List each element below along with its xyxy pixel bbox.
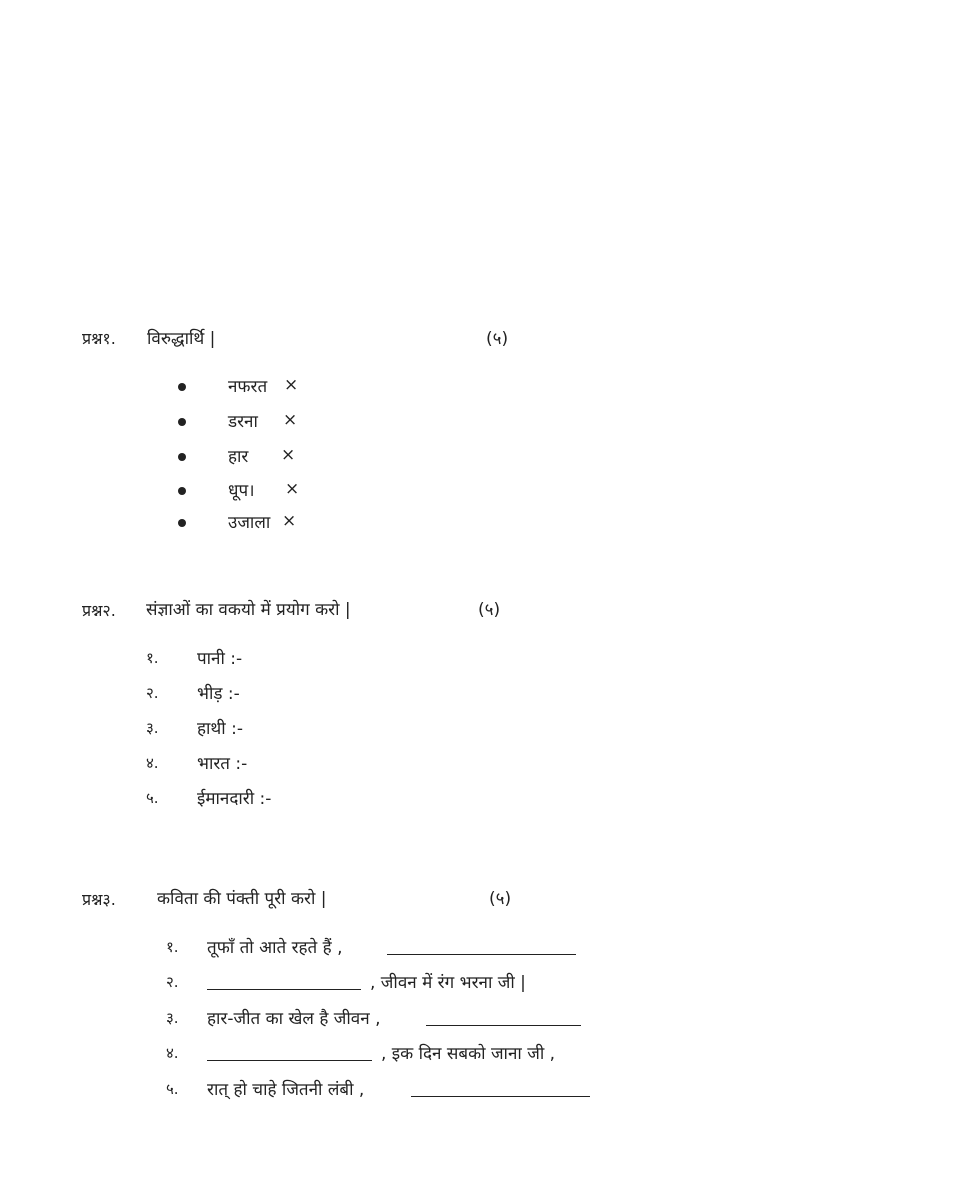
poem-line-text: , जीवन में रंग भरना जी | xyxy=(370,973,526,993)
question-2-title: संज्ञाओं का वकयो में प्रयोग करो | xyxy=(146,600,351,620)
noun-word: हाथी :- xyxy=(197,719,243,739)
bullet-icon xyxy=(178,453,186,461)
cross-mark: × xyxy=(281,445,296,465)
noun-word: भीड़ :- xyxy=(197,684,240,704)
bullet-icon xyxy=(178,487,186,495)
question-3-marks: (५) xyxy=(489,889,512,909)
item-number: ५. xyxy=(166,1080,179,1098)
noun-word: पानी :- xyxy=(197,649,243,669)
fill-in-blank[interactable] xyxy=(207,1046,372,1061)
item-number: २. xyxy=(146,684,159,702)
fill-in-blank[interactable] xyxy=(411,1082,590,1097)
poem-line-text: हार-जीत का खेल है जीवन , xyxy=(207,1009,381,1029)
item-number: ४. xyxy=(146,754,159,772)
poem-line-text: , इक दिन सबको जाना जी , xyxy=(381,1044,556,1064)
fill-in-blank[interactable] xyxy=(426,1011,581,1026)
cross-mark: × xyxy=(285,479,300,499)
bullet-icon xyxy=(178,519,186,527)
item-number: १. xyxy=(166,938,179,956)
cross-mark: × xyxy=(283,410,298,430)
cross-mark: × xyxy=(284,375,299,395)
question-2-marks: (५) xyxy=(478,600,501,620)
question-1-marks: (५) xyxy=(486,329,509,349)
antonym-word: डरना xyxy=(228,412,258,432)
noun-word: ईमानदारी :- xyxy=(197,789,272,809)
poem-line-text: तूफाँ तो आते रहते हैं , xyxy=(207,938,343,958)
antonym-word: उजाला xyxy=(228,513,271,533)
fill-in-blank[interactable] xyxy=(387,940,576,955)
bullet-icon xyxy=(178,383,186,391)
item-number: ४. xyxy=(166,1044,179,1062)
question-1-label: प्रश्न१. xyxy=(82,329,116,348)
question-1-title: विरुद्धार्थि | xyxy=(147,329,216,349)
antonym-word: नफरत xyxy=(228,377,268,397)
question-2-label: प्रश्न२. xyxy=(82,601,116,620)
question-3-label: प्रश्न३. xyxy=(82,890,116,909)
item-number: ५. xyxy=(146,789,159,807)
fill-in-blank[interactable] xyxy=(207,975,361,990)
antonym-word: धूप। xyxy=(228,481,255,501)
cross-mark: × xyxy=(282,511,297,531)
item-number: १. xyxy=(146,649,159,667)
question-3-title: कविता की पंक्ती पूरी करो | xyxy=(157,889,327,909)
item-number: २. xyxy=(166,973,179,991)
antonym-word: हार xyxy=(228,447,249,467)
item-number: ३. xyxy=(166,1009,179,1027)
item-number: ३. xyxy=(146,719,159,737)
poem-line-text: रात् हो चाहे जितनी लंबी , xyxy=(207,1080,365,1100)
bullet-icon xyxy=(178,418,186,426)
noun-word: भारत :- xyxy=(197,754,248,774)
